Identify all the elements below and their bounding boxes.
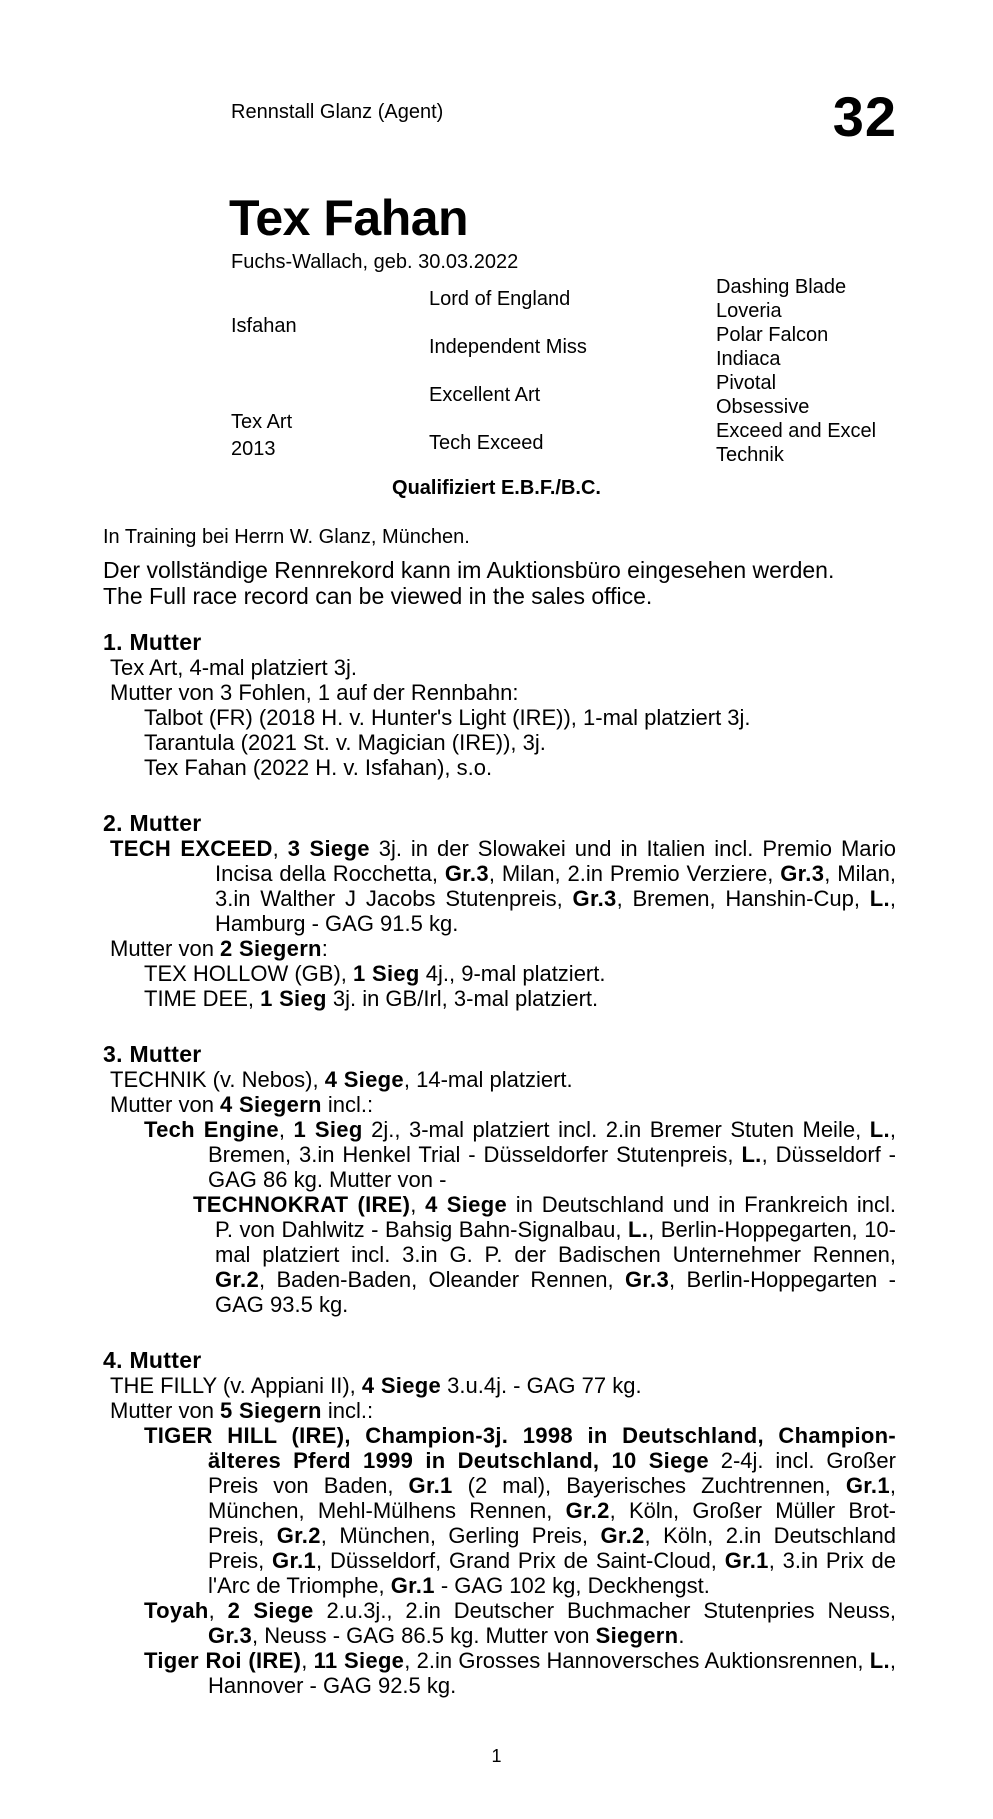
pedigree-dam-sire: Excellent Art (429, 384, 541, 406)
list-item: TECHNOKRAT (IRE), 4 Siege in Deutschland und in Frankreich incl. P. von Dahlwitz - Bahsig Bahn-Signalbau, L., Berlin-Hoppegarten, 10-mal platziert incl. 3.in G. P. der Badischen Unternehmer Rennen, Gr.2, Baden-Baden, Oleander Rennen, Gr.3, Berlin-Hoppegarten - GAG 93.5 kg. (193, 1192, 896, 1317)
list-item: TEX HOLLOW (GB), 1 Sieg 4j., 9-mal platziert. (144, 961, 606, 986)
pedigree-dam-dam: Tech Exceed (429, 432, 544, 454)
list-item: TIGER HILL (IRE), Champion-3j. 1998 in Deutschland, Champion-älteres Pferd 1999 in Deutschland, 10 Siege 2-4j. incl. Großer Preis von Baden, Gr.1 (2 mal), Bayerisches Zuchtrennen, Gr.1, München, Mehl-Mülhens Rennen, Gr.2, Köln, Großer Müller Brot-Preis, Gr.2, München, Gerling Preis, Gr.2, Köln, 2.in Deutschland Preis, Gr.1, Düsseldorf, Grand Prix de Saint-Cloud, Gr.1, 3.in Prix de l'Arc de Triomphe, Gr.1 - GAG 102 kg, Deckhengst. (144, 1423, 897, 1598)
pedigree-g3-7: Exceed and Excel (716, 420, 877, 442)
qualification: Qualifiziert E.B.F./B.C. (392, 477, 601, 499)
section-3rd-dam (103, 1042, 896, 1317)
list-item: Tarantula (2021 St. v. Magician (IRE)), 3j. (144, 730, 546, 755)
list-item: Toyah, 2 Siege 2.u.3j., 2.in Deutscher Buchmacher Stutenpries Neuss, Gr.3, Neuss - GAG 86.5 kg. Mutter von Siegern. (144, 1598, 897, 1648)
lot-number: 32 (832, 85, 897, 148)
pedigree-sire: Isfahan (231, 315, 297, 337)
pedigree-sire-sire: Lord of England (429, 288, 571, 310)
family-content (103, 630, 896, 1729)
pedigree-g3-5: Pivotal (716, 372, 777, 394)
trainer-info: In Training bei Herrn W. Glanz, München. (103, 526, 470, 548)
list-item: TIME DEE, 1 Sieg 3j. in GB/Irl, 3-mal platziert. (144, 986, 599, 1011)
section-heading: 2. Mutter (103, 810, 202, 836)
horse-name: Tex Fahan (229, 190, 469, 246)
produce-summary: Mutter von 3 Fohlen, 1 auf der Rennbahn: (110, 680, 519, 705)
page-number: 1 (491, 1746, 502, 1766)
section-heading: 4. Mutter (103, 1347, 202, 1373)
pedigree-g3-6: Obsessive (716, 396, 810, 418)
section-heading: 1. Mutter (103, 629, 202, 655)
dam-line: TECH EXCEED, 3 Siege 3j. in der Slowakei und in Italien incl. Premio Mario Incisa della Rocchetta, Gr.3, Milan, 2.in Premio Verziere, Gr.3, Milan, 3.in Walther J Jacobs Stutenpreis, Gr.3, Bremen, Hanshin-Cup, L., Hamburg - GAG 91.5 kg. (110, 836, 897, 936)
race-record-note (103, 557, 834, 609)
section-heading: 3. Mutter (103, 1041, 202, 1067)
pedigree-g3-4: Indiaca (716, 348, 781, 370)
dam-line: THE FILLY (v. Appiani II), 4 Siege 3.u.4j. - GAG 77 kg. (110, 1373, 642, 1398)
section-4th-dam (103, 1348, 896, 1698)
pedigree-g3-8: Technik (716, 444, 784, 466)
list-item: Tex Fahan (2022 H. v. Isfahan), s.o. (144, 755, 493, 780)
produce-summary: Mutter von 5 Siegern incl.: (110, 1398, 374, 1423)
list-item: Talbot (FR) (2018 H. v. Hunter's Light (IRE)), 1-mal platziert 3j. (144, 705, 751, 730)
list-item: Tech Engine, 1 Sieg 2j., 3-mal platziert incl. 2.in Bremer Stuten Meile, L., Bremen, 3.in Henkel Trial - Düsseldorfer Stutenpreis, L., Düsseldorf - GAG 86 kg. Mutter von - (144, 1117, 896, 1192)
dam-line: Tex Art, 4-mal platziert 3j. (110, 655, 357, 680)
pedigree-g3-2: Loveria (716, 300, 782, 322)
pedigree-sire-dam: Independent Miss (429, 336, 587, 358)
horse-description: Fuchs-Wallach, geb. 30.03.2022 (231, 251, 519, 273)
section-2nd-dam (103, 811, 896, 1011)
pedigree-g3-1: Dashing Blade (716, 276, 847, 298)
produce-summary: Mutter von 4 Siegern incl.: (110, 1092, 374, 1117)
list-item: Tiger Roi (IRE), 11 Siege, 2.in Grosses Hannoversches Auktionsrennen, L., Hannover - GAG 92.5 kg. (144, 1648, 896, 1698)
section-1st-dam (103, 630, 896, 780)
pedigree-dam-year: 2013 (231, 438, 276, 460)
produce-summary: Mutter von 2 Siegern: (110, 936, 328, 961)
dam-line: TECHNIK (v. Nebos), 4 Siege, 14-mal platziert. (110, 1067, 573, 1092)
race-record-note-de: Der vollständige Rennrekord kann im Auktionsbüro eingesehen werden. (103, 557, 835, 583)
consignor: Rennstall Glanz (Agent) (231, 101, 444, 123)
pedigree-dam: Tex Art (231, 411, 293, 433)
race-record-note-en: The Full race record can be viewed in the sales office. (103, 583, 653, 609)
pedigree-g3-3: Polar Falcon (716, 324, 829, 346)
